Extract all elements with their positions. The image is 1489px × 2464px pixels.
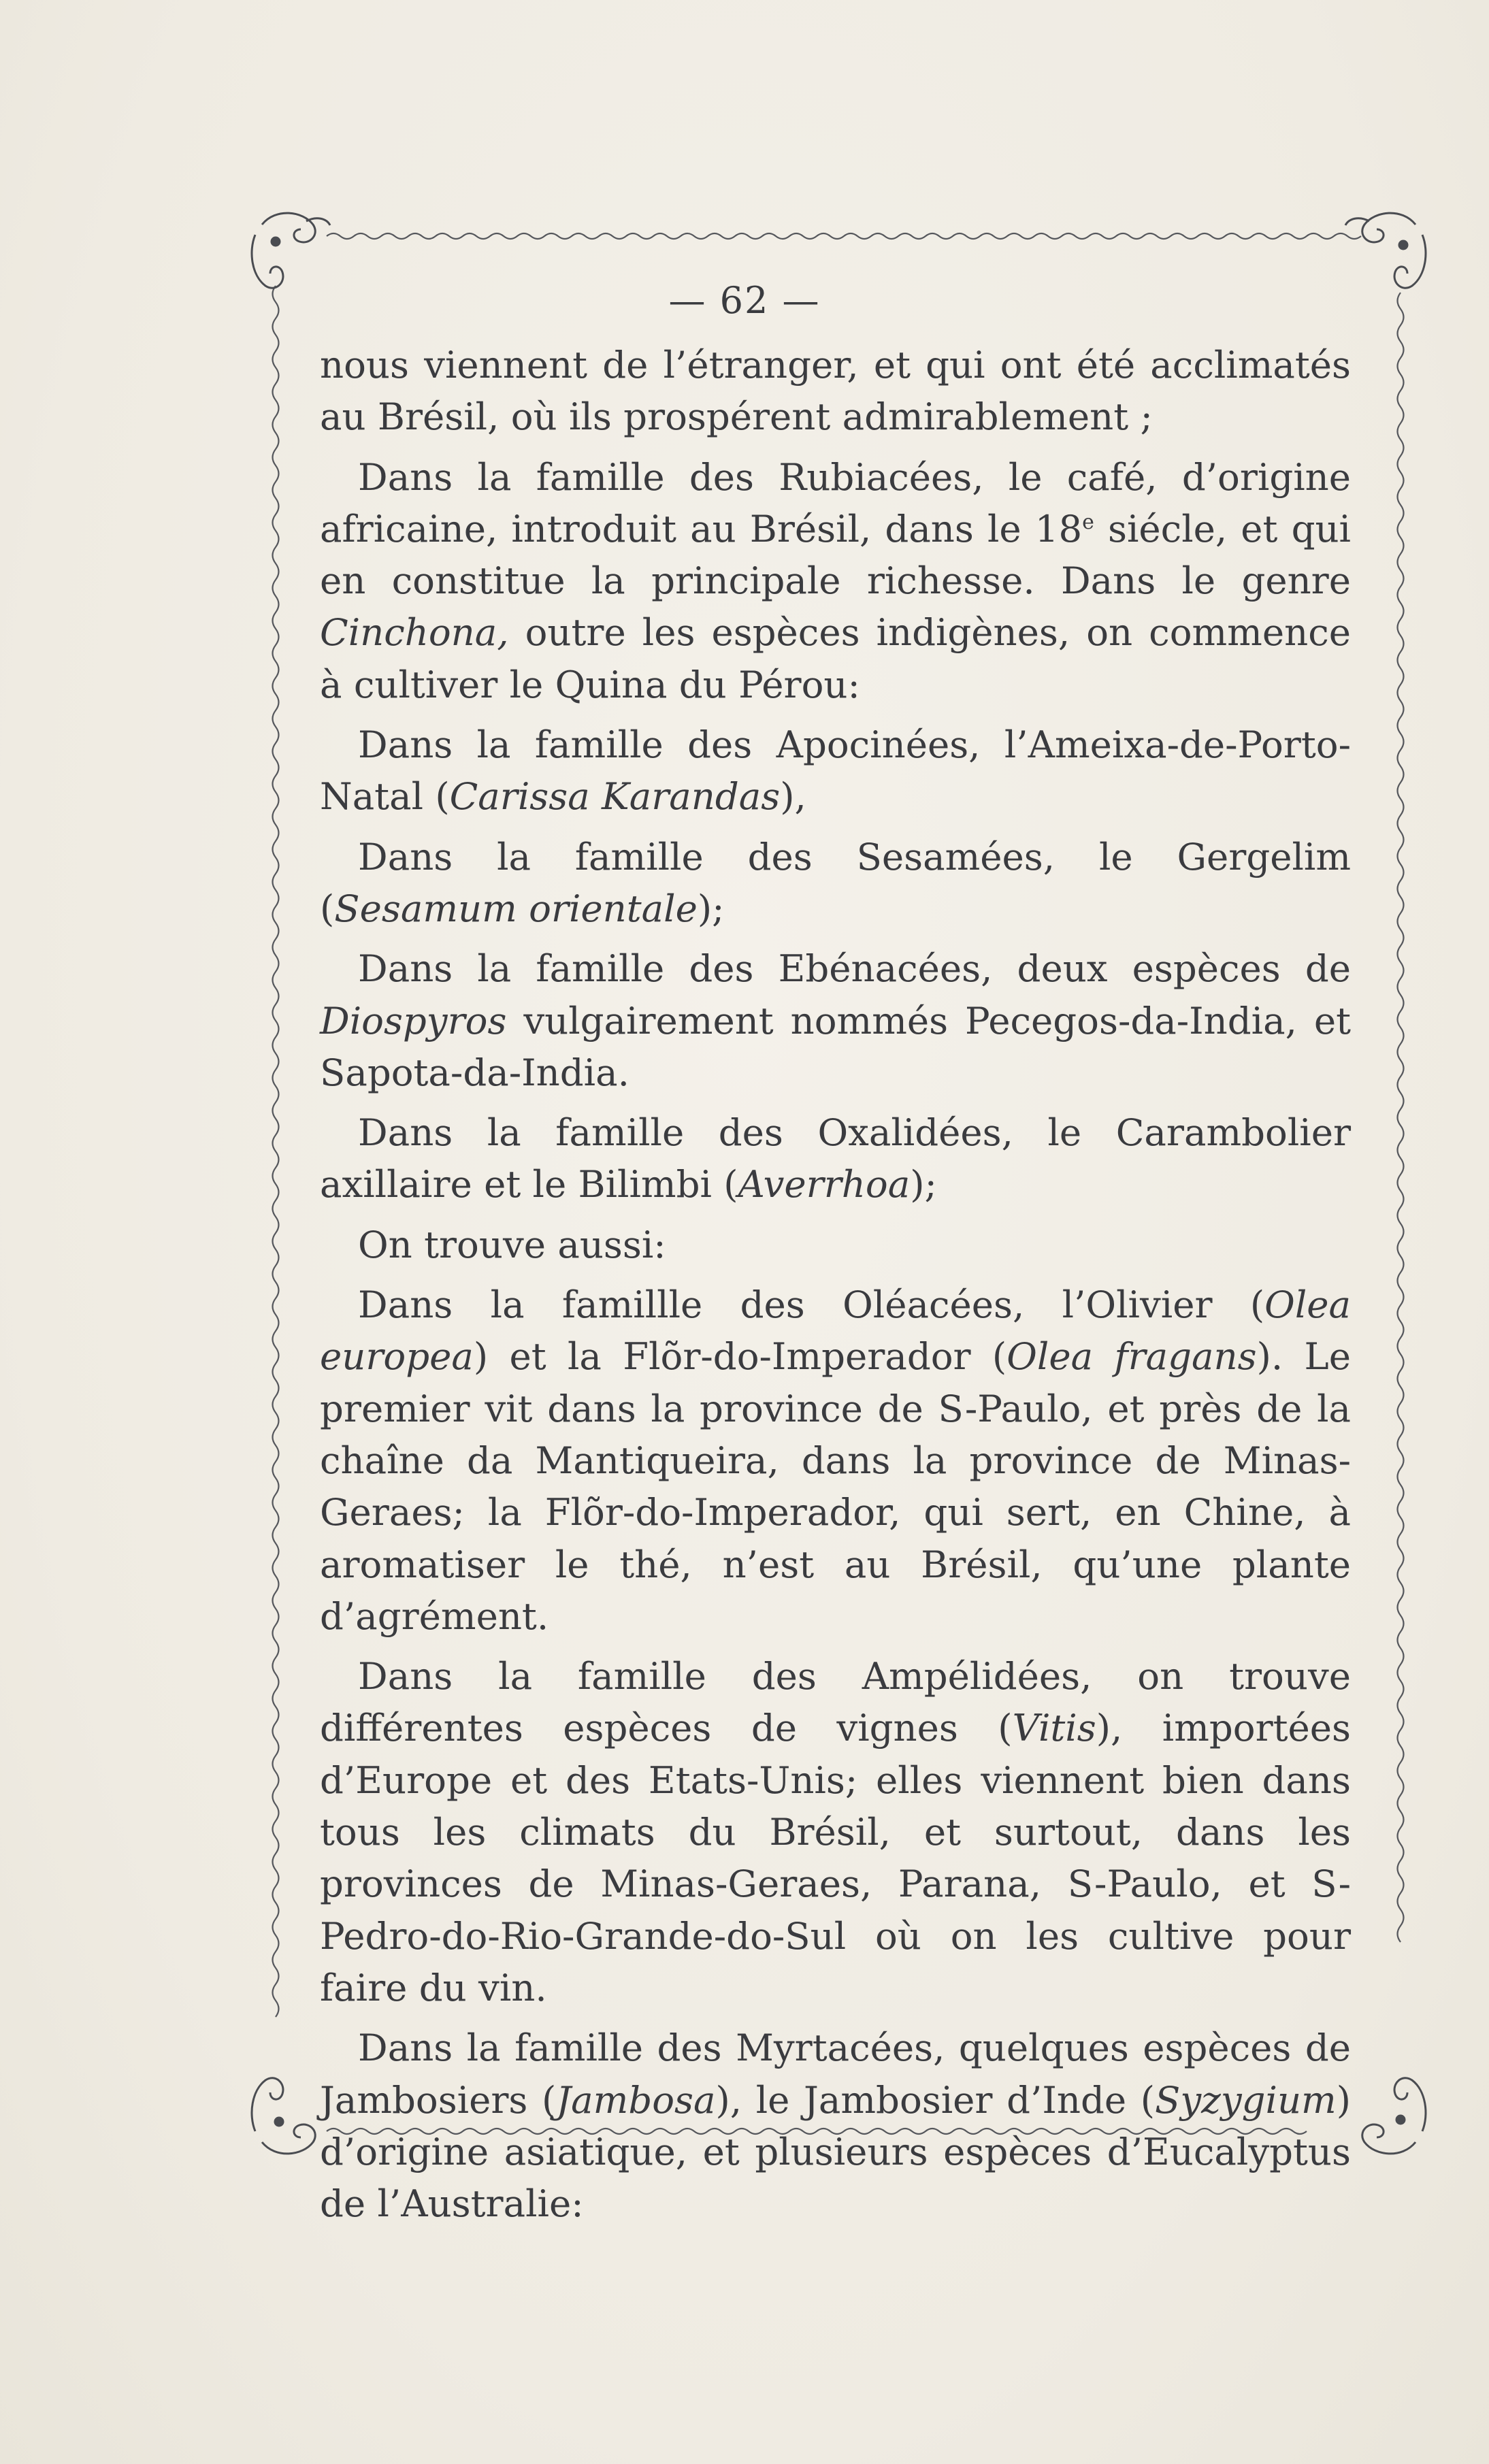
paragraph: Dans la famille des Ampélidées, on trouve différentes espèces de vignes (Vitis), importées d’Europe et des Etats-Unis; elles viennent bien dans tous les climats du Brésil, et surtout, dans les provinces de Minas-Geraes, Parana, S-Paulo, et S-Pedro-do-Rio-Grande-do-Sul où on les cultive pour faire du vin.: [320, 1654, 1351, 2009]
paragraph: Dans la famille des Ebénacées, deux espèces de Diospyros vulgairement nommés Pecegos-da-India, et Sapota-da-India.: [320, 947, 1351, 1094]
paragraph: Dans la famille des Myrtacées, quelques espèces de Jambosiers (Jambosa), le Jambosier d’Inde (Syzygium) d’origine asiatique, et plusieurs espèces d’Eucalyptus de l’Australie:: [320, 2026, 1351, 2226]
top-wavy-rule: [327, 233, 1361, 239]
left-wavy-rule: [273, 286, 279, 2017]
corner-ornament-top-right: [1345, 213, 1426, 288]
paragraph: Dans la famille des Rubiacées, le café, d’origine africaine, introduit au Brésil, dans le 18e siécle, et qui en constitue la principale richesse. Dans le genre Cinchona, outre les espèces indigènes, on commence à cultiver le Quina du Pérou:: [320, 455, 1351, 706]
paragraph: Dans la famille des Apocinées, l’Ameixa-de-Porto-Natal (Carissa Karandas),: [320, 723, 1351, 819]
corner-ornament-top-left: [252, 213, 330, 288]
paragraph: Dans la famille des Oxalidées, le Carambolier axillaire et le Bilimbi (Averrhoa);: [320, 1111, 1351, 1206]
paragraph: Dans la famillle des Oléacées, l’Olivier (Olea europea) et la Flõr-do-Imperador (Olea fragans). Le premier vit dans la province de S-Paulo, et près de la chaîne da Mantiqueira, dans la province de Minas-Geraes; la Flõr-do-Imperador, qui sert, en Chine, à aromatiser le thé, n’est au Brésil, qu’une plante d’agrément.: [320, 1283, 1351, 1638]
right-wavy-rule: [1398, 293, 1404, 1942]
body-text: [320, 339, 1351, 2237]
paragraph: On trouve aussi:: [358, 1222, 666, 1266]
page-number: — 62 —: [668, 279, 821, 322]
corner-ornament-bottom-left: [252, 2078, 315, 2154]
paragraph: Dans la famille des Sesamées, le Gergelim (Sesamum orientale);: [320, 834, 1351, 930]
paragraph: nous viennent de l’étranger, et qui ont été acclimatés au Brésil, où ils prospérent admirablement ;: [320, 343, 1351, 439]
corner-ornament-bottom-right: [1362, 2078, 1426, 2154]
